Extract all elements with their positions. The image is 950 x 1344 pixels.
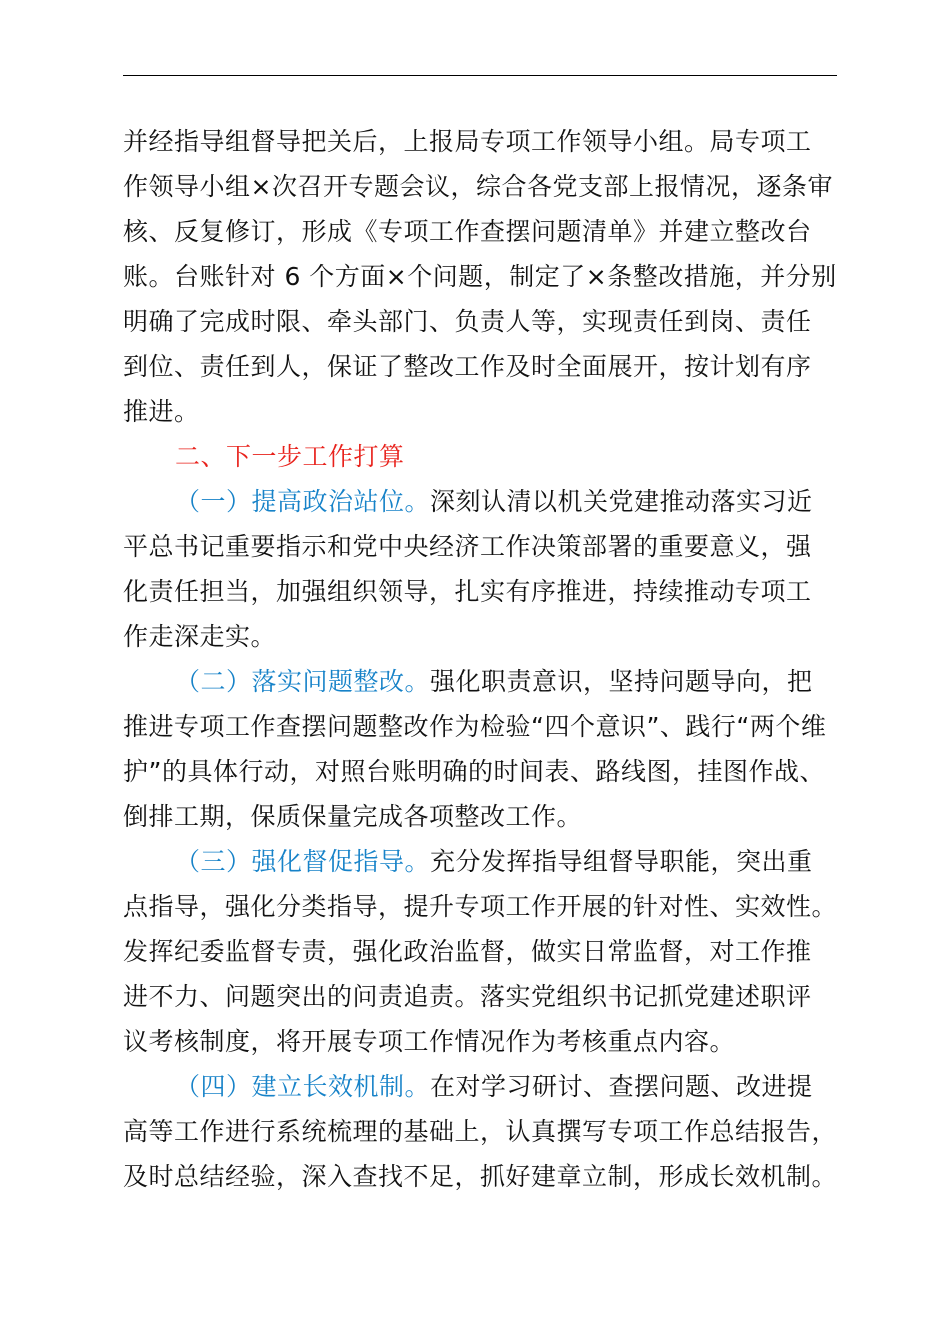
intro-paragraph [123, 119, 853, 434]
item-paragraph-1 [123, 479, 853, 659]
text-line: 化责任担当，加强组织领导，扎实有序推进，持续推动专项工 [123, 577, 812, 606]
text-line: 护”的具体行动，对照台账明确的时间表、路线图，挂图作战、 [123, 757, 825, 786]
item-title: （一）提高政治站位。 [175, 487, 431, 516]
text-line: 明确了完成时限、牵头部门、负责人等，实现责任到岗、责任 [123, 307, 812, 336]
item-text: 强化职责意识，坚持问题导向，把 [430, 667, 813, 696]
section-heading: 二、下一步工作打算 [175, 442, 405, 471]
text-line: 进不力、问题突出的问责追责。落实党组织书记抓党建述职评 [123, 982, 812, 1011]
header-rule [123, 75, 837, 76]
text-line: 账。台账针对 6 个方面×个问题，制定了×条整改措施，并分别 [123, 262, 837, 291]
text-line: 高等工作进行系统梳理的基础上，认真撰写专项工作总结报告， [123, 1117, 838, 1146]
item-title: （三）强化督促指导。 [175, 847, 431, 876]
item-paragraph-3 [123, 839, 853, 1064]
item-title: （二）落实问题整改。 [175, 667, 431, 696]
document-body [123, 119, 853, 1199]
item-text: 充分发挥指导组督导职能，突出重 [430, 847, 813, 876]
text-line: 倒排工期，保质保量完成各项整改工作。 [123, 802, 583, 831]
item-first-line [123, 659, 853, 704]
item-text: 在对学习研讨、查摆问题、改进提 [430, 1072, 813, 1101]
text-line: 议考核制度，将开展专项工作情况作为考核重点内容。 [123, 1027, 736, 1056]
text-line: 推进。 [123, 397, 200, 426]
item-text: 深刻认清以机关党建推动落实习近 [430, 487, 813, 516]
text-line: 并经指导组督导把关后，上报局专项工作领导小组。局专项工 [123, 127, 812, 156]
text-line: 平总书记重要指示和党中央经济工作决策部署的重要意义，强 [123, 532, 812, 561]
item-title: （四）建立长效机制。 [175, 1072, 431, 1101]
item-first-line [123, 1064, 853, 1109]
item-first-line [123, 839, 853, 884]
item-paragraph-2 [123, 659, 853, 839]
text-line: 作领导小组×次召开专题会议，综合各党支部上报情况，逐条审 [123, 172, 833, 201]
text-line: 点指导，强化分类指导，提升专项工作开展的针对性、实效性。 [123, 892, 838, 921]
text-line: 及时总结经验，深入查找不足，抓好建章立制，形成长效机制。 [123, 1162, 838, 1191]
text-line: 发挥纪委监督专责，强化政治监督，做实日常监督，对工作推 [123, 937, 812, 966]
item-paragraph-4 [123, 1064, 853, 1199]
text-line: 推进专项工作查摆问题整改作为检验“四个意识”、践行“两个维 [123, 712, 827, 741]
text-line: 作走深走实。 [123, 622, 277, 651]
text-line: 到位、责任到人，保证了整改工作及时全面展开，按计划有序 [123, 352, 812, 381]
item-first-line [123, 479, 853, 524]
text-line: 核、反复修订，形成《专项工作查摆问题清单》并建立整改台 [123, 217, 812, 246]
